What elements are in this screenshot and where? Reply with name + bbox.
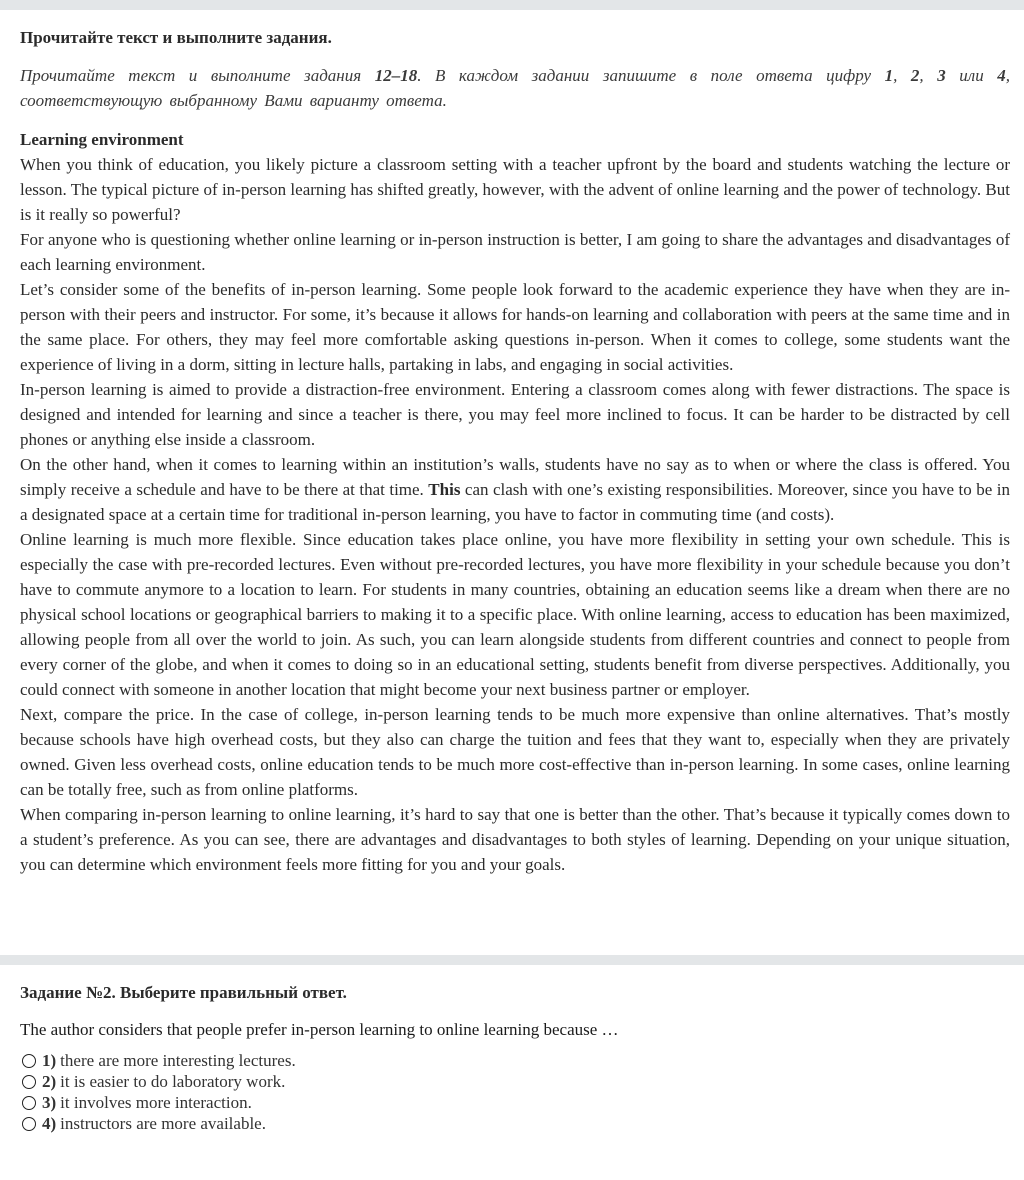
radio-button[interactable] <box>22 1096 36 1110</box>
instr-sep: или <box>945 66 998 85</box>
text-paragraph: When you think of education, you likely picture a classroom setting with a teacher upfront by the board and students watching the lecture or lesson. The typical picture of in-person learning has shifted greatly, however, with the advent of online learning and the power of technology. But is it really so powerful? <box>20 155 1010 224</box>
task-title: Задание №2. Выберите правильный ответ. <box>20 983 347 1002</box>
text-paragraph: In-person learning is aimed to provide a distraction-free environment. Entering a classroom comes along with fewer distractions. The space is designed and intended for learning and since a teacher is there, you may feel more inclined to focus. It can be harder to be distracted by cell phones or anything else inside a classroom. <box>20 380 1010 449</box>
option-number: 1) <box>42 1050 57 1070</box>
option-text: it involves more interaction. <box>60 1092 252 1112</box>
text-paragraph: Next, compare the price. In the case of college, in-person learning tends to be much more expensive than online alternatives. That’s mostly because schools have high overhead costs, but they also can charge the tuition and fees that they want to, especially when they are privately owned. Given less overhead costs, online education tends to be much more cost-effective than in-person learning. In some cases, online learning can be totally free, such as from online platforms. <box>20 705 1010 799</box>
section-heading: Прочитайте текст и выполните задания. <box>20 28 332 47</box>
instr-digit: 2 <box>910 66 920 85</box>
instr-digit: 4 <box>997 66 1006 85</box>
text-paragraph: When comparing in-person learning to online learning, it’s hard to say that one is better than the other. That’s because it typically comes down to a student’s preference. As you can see, there are advantages and disadvantages to both styles of learning. Depending on your unique situation, you can determine which environment feels more fitting for you and your goals. <box>20 805 1010 874</box>
text-paragraph: Online learning is much more flexible. Since education takes place online, you have more flexibility in setting your own schedule. This is especially the case with pre-recorded lectures. Even without pre-recorded lectures, you have more flexibility in your schedule because you don’t have to commute anymore to a location to learn. For students in many countries, obtaining an education seems like a dream when there are no physical school locations or geographical barriers to making it to a specific place. With online learning, access to education has been maximized, allowing people from all over the world to join. As such, you can learn alongside students from different countries and connect to people from every corner of the globe, and when it comes to doing so in an educational setting, students benefit from diverse perspectives. Additionally, you could connect with someone in another location that might become your next business partner or employer. <box>20 530 1010 699</box>
instr-digit: 3 <box>937 66 946 85</box>
option-number: 3) <box>42 1092 57 1112</box>
answer-option-2[interactable] <box>20 1071 1010 1092</box>
task-section <box>20 983 1010 1134</box>
instructions <box>20 63 1010 113</box>
instr-range: 12–18 <box>374 66 418 85</box>
radio-button[interactable] <box>22 1054 36 1068</box>
instr-text: Прочитайте текст и выполните задания <box>20 66 375 85</box>
question-text: The author considers that people prefer in-person learning to online learning because … <box>20 1020 619 1039</box>
instr-sep: , <box>919 66 938 85</box>
answer-option-1[interactable] <box>20 1050 1010 1071</box>
highlighted-word: This <box>428 480 461 499</box>
text-paragraph <box>20 452 1010 527</box>
top-divider-bar <box>0 0 1024 10</box>
radio-button[interactable] <box>22 1075 36 1089</box>
text-paragraph: Let’s consider some of the benefits of in-person learning. Some people look forward to the academic experience they have when they are in-person with their peers and instructor. For some, it’s because it allows for hands-on learning and collaboration with peers at the same time and in the same place. For others, they may feel more comfortable asking questions in-person. When it comes to college, some students want the experience of living in a dorm, sitting in lecture halls, partaking in labs, and engaging in social activities. <box>20 280 1010 374</box>
option-text: it is easier to do laboratory work. <box>60 1071 286 1091</box>
instr-text: . В каждом задании запишите в поле ответа цифру <box>417 66 885 85</box>
text-paragraph: For anyone who is questioning whether online learning or in-person instruction is better, I am going to share the advantages and disadvantages of each learning environment. <box>20 230 1010 274</box>
answer-option-3[interactable] <box>20 1092 1010 1113</box>
section-divider <box>0 955 1024 965</box>
option-text: there are more interesting lectures. <box>60 1050 296 1070</box>
option-text: instructors are more available. <box>60 1113 266 1133</box>
instr-digit: 1 <box>884 66 894 85</box>
para-text: On the other hand, when it comes to learning within an institution’s walls, students have no say as to when or where the class is offered. You simply receive a schedule and have to be there at that time. <box>20 455 1010 499</box>
reading-section <box>20 28 1010 877</box>
radio-button[interactable] <box>22 1117 36 1131</box>
answer-option-4[interactable] <box>20 1113 1010 1134</box>
option-number: 4) <box>42 1113 57 1133</box>
instr-text: , соответствующую выбранному Вами варианту ответа. <box>20 66 1011 110</box>
text-title: Learning environment <box>20 130 184 149</box>
answer-options <box>20 1050 1010 1134</box>
option-number: 2) <box>42 1071 57 1091</box>
para-text: can clash with one’s existing responsibilities. Moreover, since you have to be in a designated space at a certain time for traditional in-person learning, you have to factor in commuting time (and costs). <box>20 480 1010 524</box>
instr-sep: , <box>893 66 911 85</box>
